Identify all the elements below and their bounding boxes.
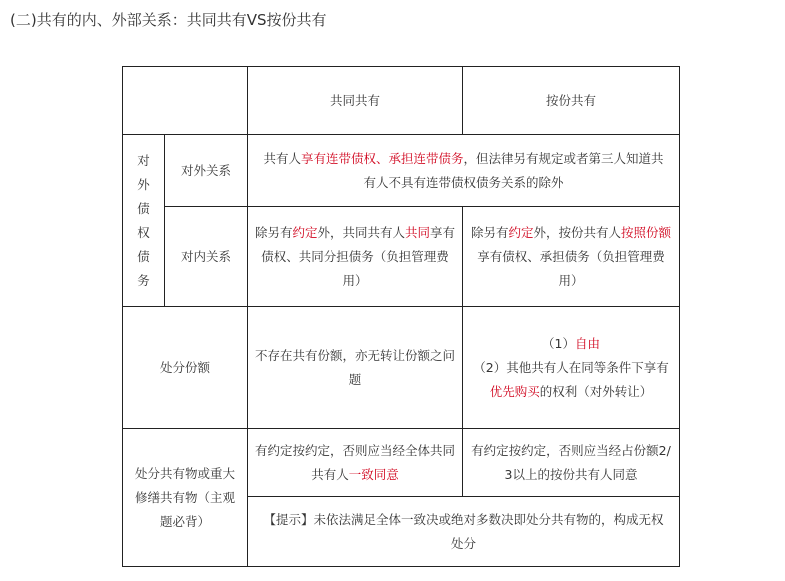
external-relation-text: 共有人享有连带债权、承担连带债务，但法律另有规定或者第三人知道共有人不具有连带债权债务关系的除外 bbox=[248, 135, 680, 207]
internal-relation-label: 对内关系 bbox=[165, 207, 248, 307]
dispose-share-joint: 不存在共有份额，亦无转让份额之问题 bbox=[248, 307, 463, 429]
ext-group-label: 对 外 债 权 债 务 bbox=[123, 135, 165, 307]
dispose-thing-joint: 有约定按约定，否则应当经全体共同共有人一致同意 bbox=[248, 429, 463, 497]
external-relation-label: 对外关系 bbox=[165, 135, 248, 207]
corner-cell bbox=[123, 67, 248, 135]
dispose-thing-share: 有约定按约定，否则应当经占份额2/3以上的按份共有人同意 bbox=[463, 429, 680, 497]
dispose-share-row bbox=[123, 307, 680, 429]
dispose-share-label: 处分份额 bbox=[123, 307, 248, 429]
internal-row bbox=[123, 207, 680, 307]
header-row bbox=[123, 67, 680, 135]
dispose-thing-label: 处分共有物或重大修缮共有物（主观题必背） bbox=[123, 429, 248, 567]
section-heading: (二)共有的内、外部关系：共同共有VS按份共有 bbox=[10, 11, 327, 29]
internal-share-text: 除另有约定外，按份共有人按照份额享有债权、承担债务（负担管理费用） bbox=[463, 207, 680, 307]
external-row bbox=[123, 135, 680, 207]
comparison-table bbox=[122, 66, 680, 567]
col-header-share: 按份共有 bbox=[463, 67, 680, 135]
internal-joint-text: 除另有约定外，共同共有人共同享有债权、共同分担债务（负担管理费用） bbox=[248, 207, 463, 307]
col-header-joint: 共同共有 bbox=[248, 67, 463, 135]
tip-text: 【提示】未依法满足全体一致决或绝对多数决即处分共有物的，构成无权处分 bbox=[248, 497, 680, 567]
dispose-thing-row bbox=[123, 429, 680, 497]
dispose-share-share: （1）自由 （2）其他共有人在同等条件下享有优先购买的权利（对外转让） bbox=[463, 307, 680, 429]
